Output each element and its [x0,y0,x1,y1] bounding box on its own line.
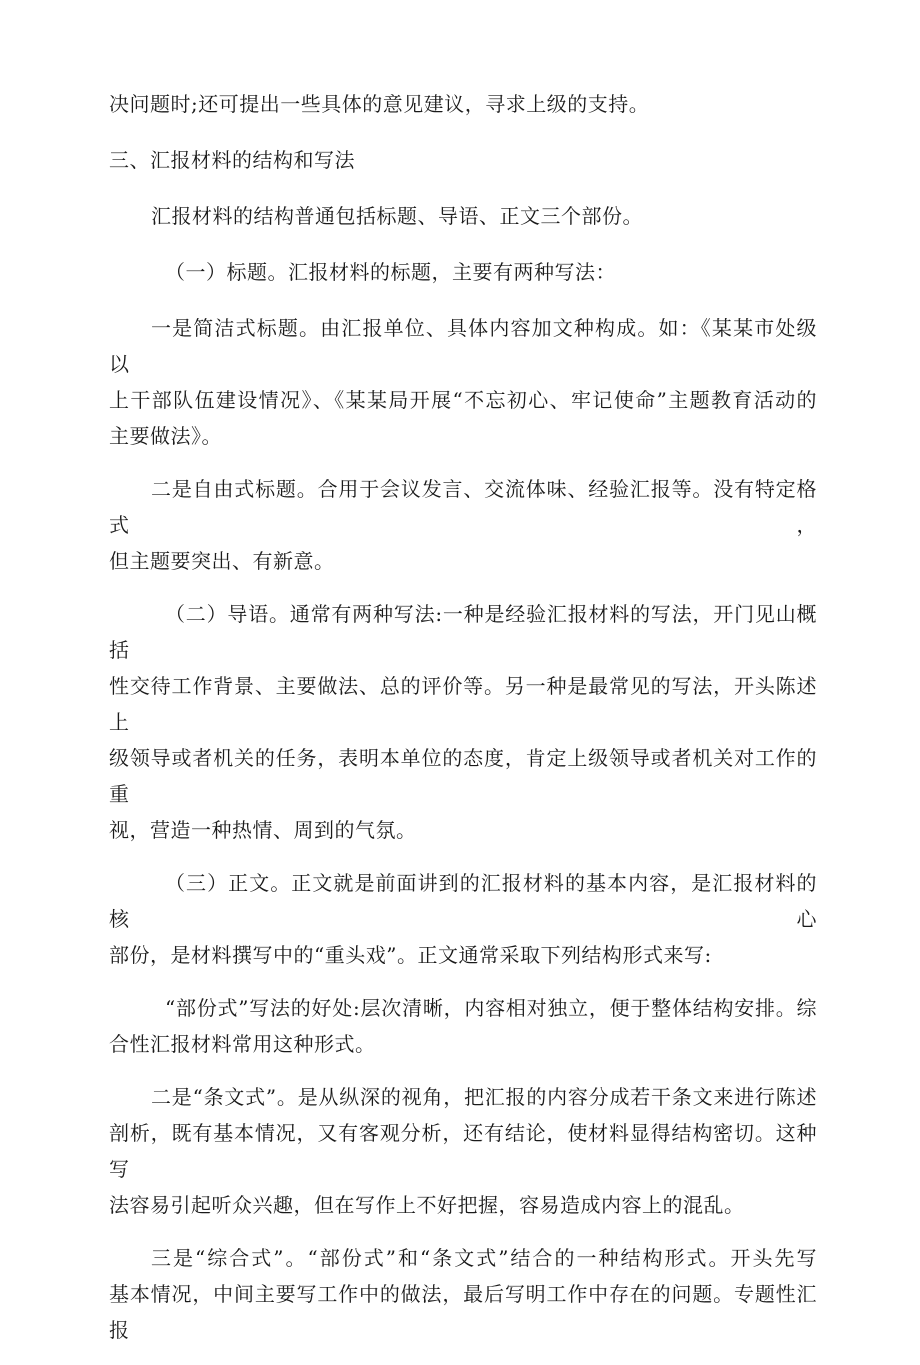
paragraph-concise-title [109,310,817,454]
text-line: 级领导或者机关的任务，表明本单位的态度，肯定上级领导或者机关对工作的重 [109,746,817,806]
text-line: （二）导语。通常有两种写法:一种是经验汇报材料的写法，开门见山概括 [109,602,817,662]
paragraph-lead [109,596,817,848]
text-line: 一是简洁式标题。由汇报单位、具体内容加文种构成。如：《某某市处级以 [109,316,817,376]
text-line: 汇报材料的结构普通包括标题、导语、正文三个部份。 [151,204,643,228]
text-line: 二是“条文式”。是从纵深的视角，把汇报的内容分成若干条文来进行陈述 [151,1085,817,1109]
paragraph-structure-intro [109,198,817,234]
text-line: 三是“综合式”。“部份式”和“条文式”结合的一种结构形式。开头先写 [151,1246,817,1270]
text-line: 合性汇报材料常用这种形式。 [109,1032,376,1056]
text-line: 二是自由式标题。合用于会议发言、交流体味、经验汇报等。没有特定格式， [109,477,817,537]
text-line: 三、汇报材料的结构和写法 [109,148,355,172]
paragraph-continuation [109,86,817,122]
subheading-title [109,254,817,290]
paragraph-article-style [109,1079,817,1223]
paragraph-part-style [109,990,817,1062]
text-line: 基本情况，中间主要写工作中的做法，最后写明工作中存在的问题。专题性汇报 [109,1282,817,1342]
text-line: 决问题时;还可提出一些具体的意见建议，寻求上级的支持。 [109,92,650,116]
text-line: （三）正文。正文就是前面讲到的汇报材料的基本内容，是汇报材料的核心 [109,871,817,931]
paragraph-free-title [109,471,817,579]
section-heading [109,142,817,178]
text-line: （一）标题。汇报材料的标题，主要有两种写法： [165,260,616,284]
text-line: 剖析，既有基本情况，又有客观分析，还有结论，使材料显得结构密切。这种写 [109,1121,817,1181]
text-line: 视，营造一种热情、周到的气氛。 [109,818,417,842]
text-line: “部份式”写法的好处:层次清晰，内容相对独立，便于整体结构安排。综 [165,996,817,1020]
text-line: 法容易引起听众兴趣，但在写作上不好把握，容易造成内容上的混乱。 [109,1193,745,1217]
text-line: 性交待工作背景、主要做法、总的评价等。另一种是最常见的写法，开头陈述上 [109,674,817,734]
text-line: 但主题要突出、有新意。 [109,549,335,573]
paragraph-combined-style [109,1240,817,1348]
paragraph-main-text [109,865,817,973]
text-line: 部份，是材料撰写中的“重头戏”。正文通常采取下列结构形式来写: [109,943,712,967]
text-line: 上干部队伍建设情况》、《某某局开展“不忘初心、牢记使命”主题教育活动的 [109,388,817,412]
text-line: 主要做法》。 [109,424,222,448]
document-body [109,86,817,1365]
